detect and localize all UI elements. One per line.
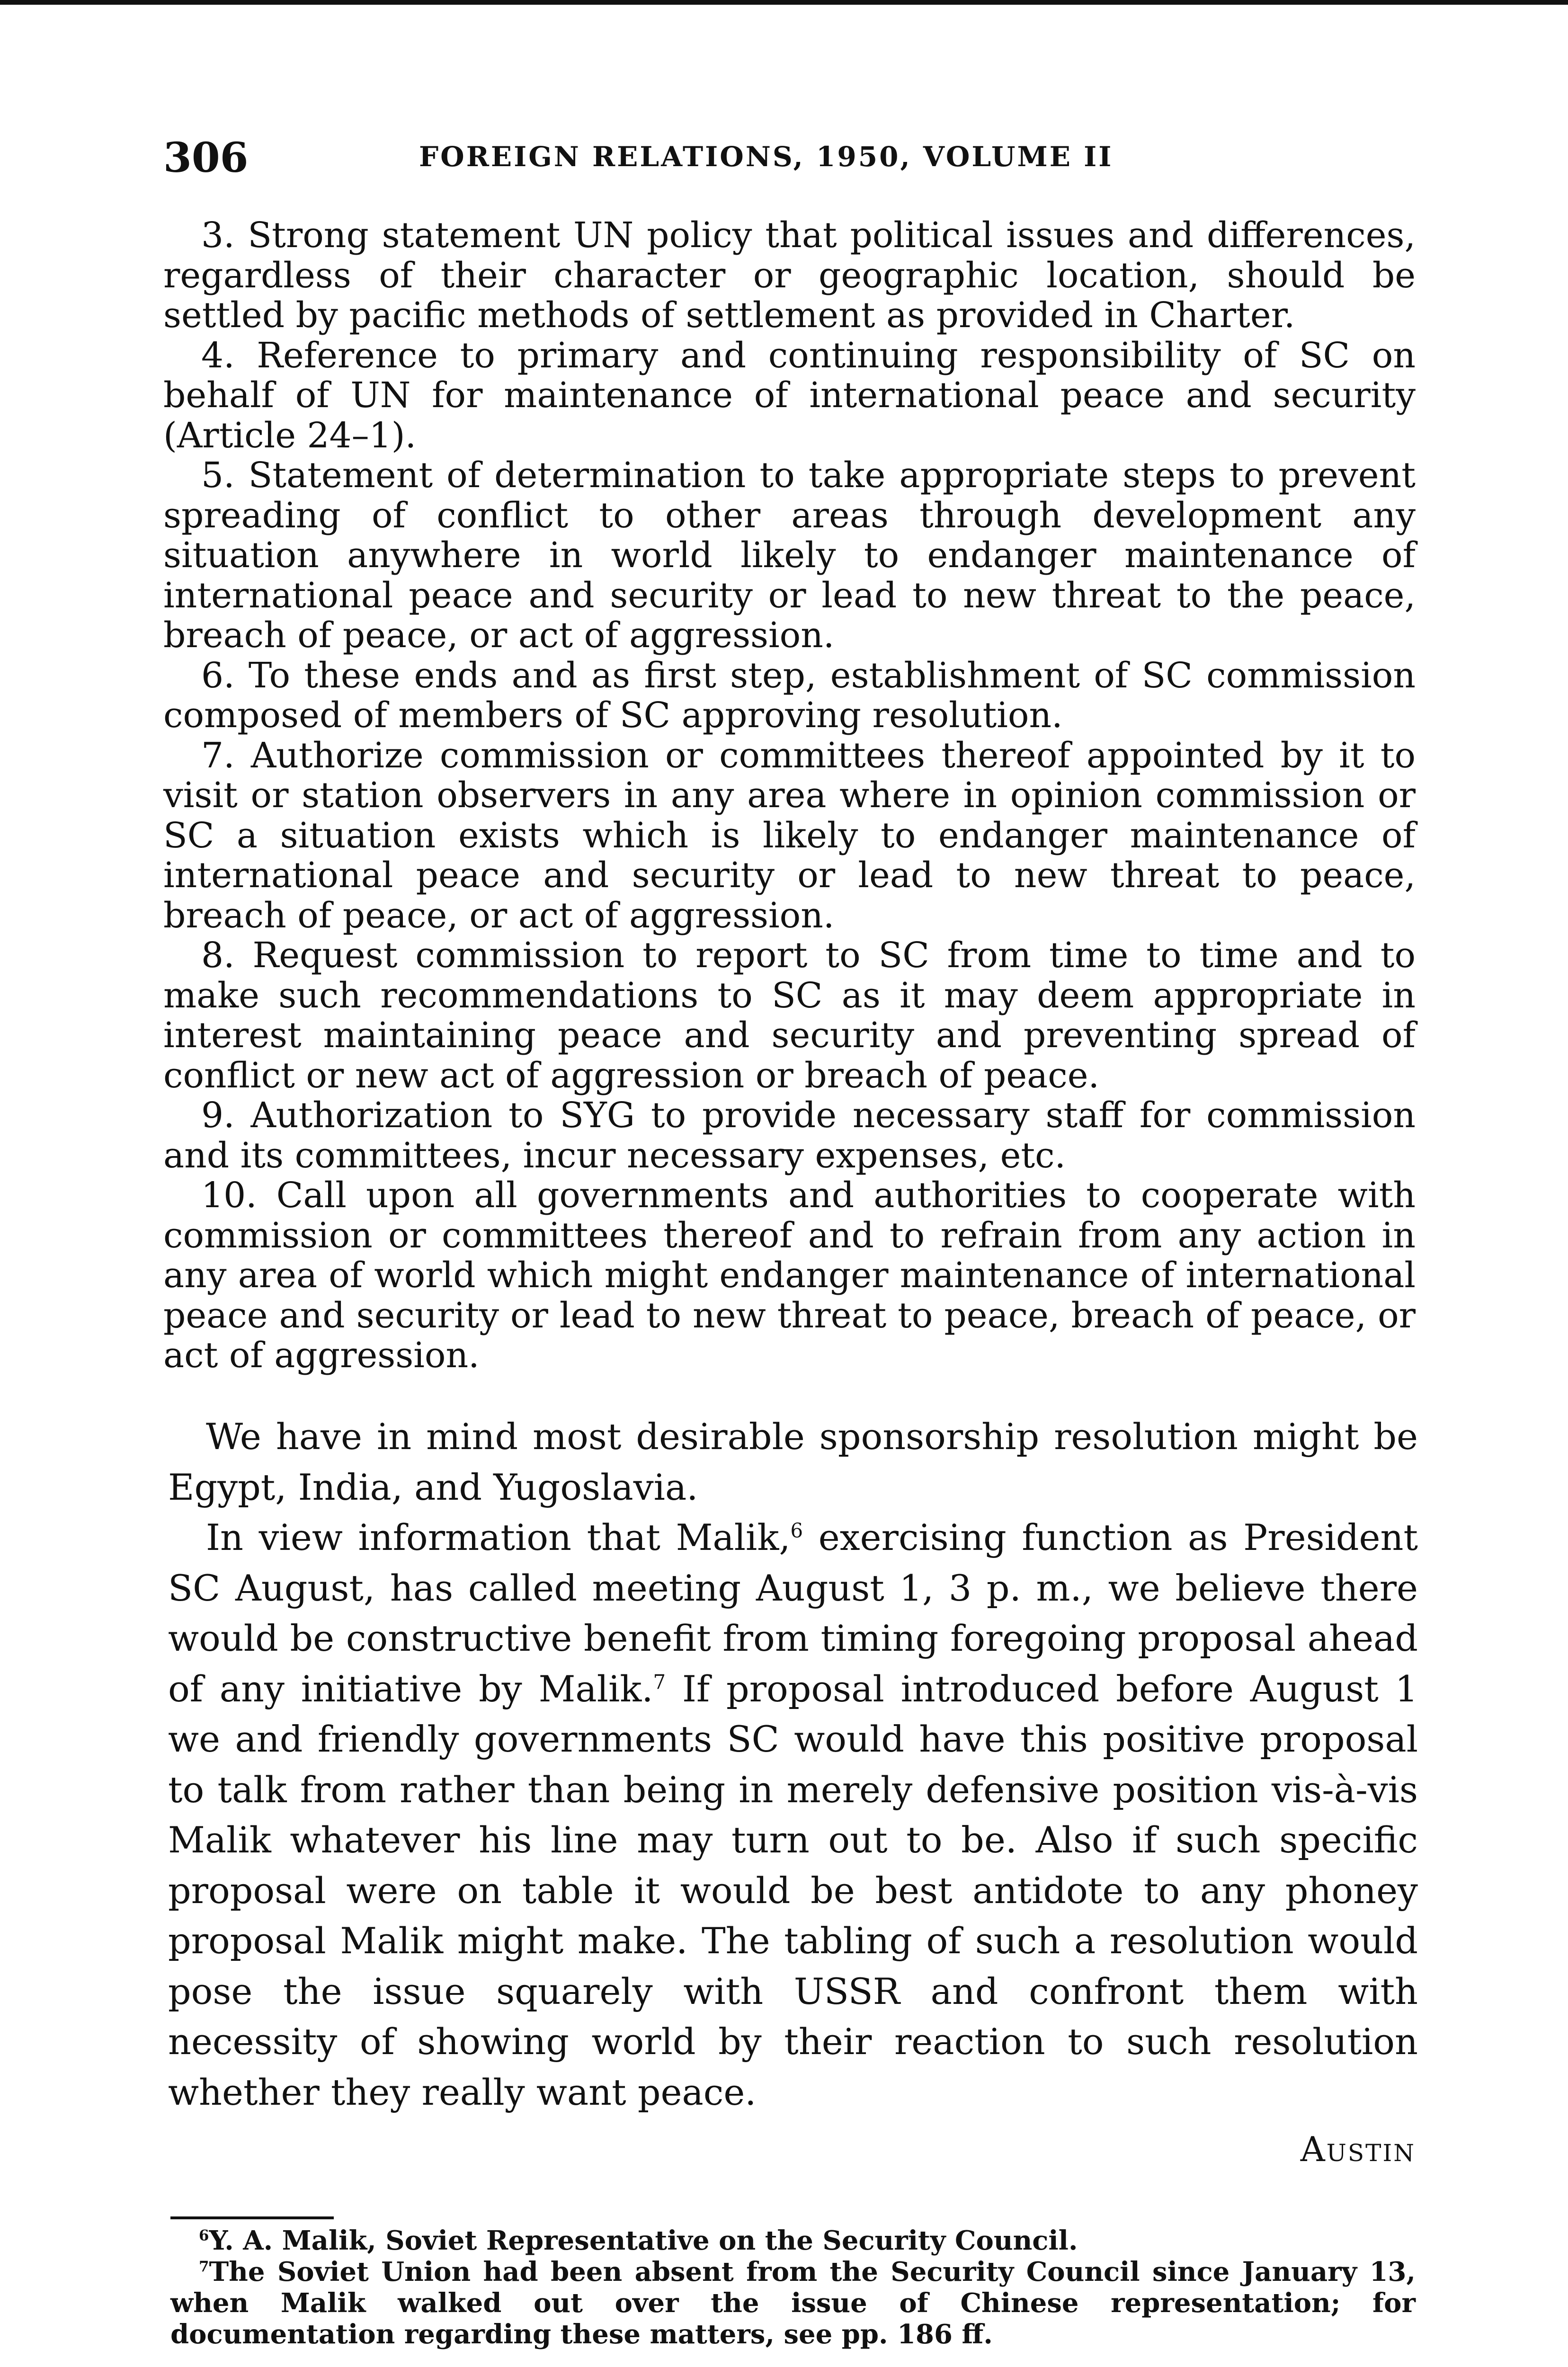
list-item: 6. To these ends and as first step, establishment of SC commission composed of members of SC approving resolution. <box>163 655 1416 736</box>
body-paragraphs <box>168 1412 1418 2118</box>
list-item: 10. Call upon all governments and authorities to cooperate with commission or committees thereof and to refrain from any action in any area of world which might endanger maintenance of international peace and security or lead to new threat to peace, breach of peace, or act of aggression. <box>163 1175 1416 1376</box>
footnote-mark: 6 <box>199 2227 209 2244</box>
page-header <box>163 134 1416 181</box>
footnote <box>170 2256 1416 2350</box>
list-item: 4. Reference to primary and continuing responsibility of SC on behalf of UN for maintenance of international peace and security (Article 24–1). <box>163 335 1416 456</box>
footnote-ref: 7 <box>653 1670 666 1694</box>
footnote-mark: 7 <box>199 2258 209 2276</box>
paragraph-text: exercising function as President SC August, has called meeting August 1, 3 p. m., we believe there would be constructive benefit from timing foregoing proposal ahead of any initiative by Malik. <box>168 1516 1418 1710</box>
paragraph-text: If proposal introduced before August 1 we and friendly governments SC would have this positive proposal to talk from rather than being in merely defensive position vis-à-vis Malik whatever his line may turn out to be. Also if such specific proposal were on table it would be best antidote to any phoney proposal Malik might make. The tabling of such a resolution would pose the issue squarely with USSR and confront them with necessity of showing world by their reaction to such resolution whether they really want peace. <box>168 1667 1418 2113</box>
footnotes <box>170 2225 1416 2350</box>
timing-paragraph <box>168 1513 1418 2118</box>
footnote-text: The Soviet Union had been absent from the Security Council since January 13, when Malik walked out over the issue of Chinese representation; for documentation regarding these matters, see pp. 186 ff. <box>170 2256 1416 2350</box>
page-number: 306 <box>163 134 249 182</box>
running-head: FOREIGN RELATIONS, 1950, VOLUME II <box>419 141 1114 173</box>
list-item: 3. Strong statement UN policy that political issues and differences, regardless of their character or geographic location, should be settled by pacific methods of settlement as provided in Charter. <box>163 215 1416 336</box>
footnote <box>170 2225 1416 2256</box>
paragraph-text: In view information that Malik, <box>206 1516 791 1558</box>
sponsorship-paragraph: We have in mind most desirable sponsorship resolution might be Egypt, India, and Yugoslavia. <box>168 1415 1418 1508</box>
footnote-ref: 6 <box>790 1519 803 1542</box>
signature: Austin <box>1300 2129 1416 2169</box>
top-edge-line <box>0 0 1568 5</box>
list-item: 8. Request commission to report to SC from time to time and to make such recommendations to SC as it may deem appropriate in interest maintaining peace and security and preventing spread of conflict or new act of aggression or breach of peace. <box>163 935 1416 1096</box>
numbered-list <box>163 215 1416 1376</box>
footnote-divider <box>170 2216 334 2219</box>
list-item: 7. Authorize commission or committees thereof appointed by it to visit or station observers in any area where in opinion commission or SC a situation exists which is likely to endanger maintenance of international peace and security or lead to new threat to peace, breach of peace, or act of aggression. <box>163 735 1416 936</box>
list-item: 5. Statement of determination to take appropriate steps to prevent spreading of conflict to other areas through development any situation anywhere in world likely to endanger maintenance of international peace and security or lead to new threat to the peace, breach of peace, or act of aggression. <box>163 455 1416 656</box>
list-item: 9. Authorization to SYG to provide necessary staff for commission and its committees, incur necessary expenses, etc. <box>163 1095 1416 1176</box>
footnote-text: Y. A. Malik, Soviet Representative on the Security Council. <box>209 2225 1078 2256</box>
